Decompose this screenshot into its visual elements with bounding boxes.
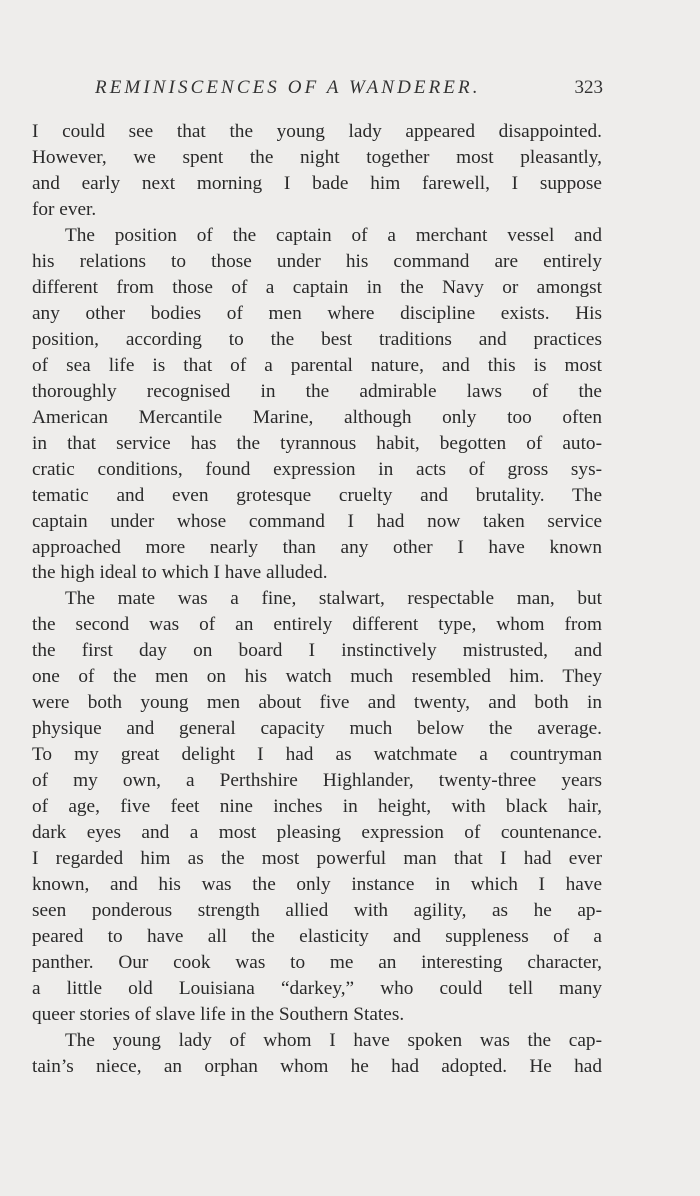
- text-line: of age, five feet nine inches in height, with black hair,: [32, 796, 602, 818]
- text-line: The mate was a fine, stalwart, respectable man, but: [65, 588, 602, 610]
- text-line: I regarded him as the most powerful man that I had ever: [32, 848, 602, 870]
- text-line: cratic conditions, found expression in acts of gross sys-: [32, 458, 602, 480]
- text-line: physique and general capacity much below the average.: [32, 718, 602, 740]
- text-line: However, we spent the night together most pleasantly,: [32, 146, 602, 168]
- text-line: tain’s niece, an orphan whom he had adopted. He had: [32, 1055, 602, 1077]
- text-line: American Mercantile Marine, although only too often: [32, 406, 602, 428]
- text-line: any other bodies of men where discipline exists. His: [32, 302, 602, 324]
- text-line: for ever.: [32, 198, 97, 220]
- text-line: were both young men about five and twenty, and both in: [32, 692, 602, 714]
- text-line: tematic and even grotesque cruelty and brutality. The: [32, 484, 602, 506]
- text-line: his relations to those under his command are entirely: [32, 250, 602, 272]
- text-line: captain under whose command I had now taken service: [32, 510, 602, 532]
- text-line: of sea life is that of a parental nature, and this is most: [32, 354, 602, 376]
- text-line: and early next morning I bade him farewell, I suppose: [32, 172, 602, 194]
- running-title: REMINISCENCES OF A WANDERER.: [95, 77, 481, 98]
- text-line: I could see that the young lady appeared disappointed.: [32, 121, 602, 142]
- text-line: The young lady of whom I have spoken was the cap-: [65, 1029, 602, 1051]
- text-line: queer stories of slave life in the Southern States.: [32, 1003, 405, 1025]
- text-line: peared to have all the elasticity and suppleness of a: [32, 926, 602, 948]
- body-text: [32, 119, 602, 1080]
- text-line: in that service has the tyrannous habit, begotten of auto-: [32, 432, 602, 454]
- text-line: dark eyes and a most pleasing expression of countenance.: [32, 822, 602, 844]
- text-line: known, and his was the only instance in which I have: [32, 874, 602, 896]
- text-line: the high ideal to which I have alluded.: [32, 562, 328, 584]
- text-line: panther. Our cook was to me an interesting character,: [32, 952, 602, 973]
- text-line: different from those of a captain in the Navy or amongst: [32, 276, 602, 298]
- text-line: To my great delight I had as watchmate a countryman: [32, 744, 602, 766]
- text-line: position, according to the best traditions and practices: [32, 328, 602, 350]
- text-line: the first day on board I instinctively mistrusted, and: [32, 640, 602, 662]
- text-line: thoroughly recognised in the admirable laws of the: [32, 380, 602, 402]
- text-line: one of the men on his watch much resembled him. They: [32, 666, 602, 688]
- text-line: The position of the captain of a merchant vessel and: [65, 224, 602, 246]
- page-number: 323: [574, 77, 603, 98]
- running-head: [95, 77, 603, 101]
- text-line: the second was of an entirely different type, whom from: [32, 614, 602, 636]
- text-line: of my own, a Perthshire Highlander, twenty-three years: [32, 770, 602, 792]
- text-line: seen ponderous strength allied with agility, as he ap-: [32, 900, 602, 922]
- text-line: a little old Louisiana “darkey,” who could tell many: [32, 977, 602, 999]
- text-line: approached more nearly than any other I have known: [32, 536, 602, 558]
